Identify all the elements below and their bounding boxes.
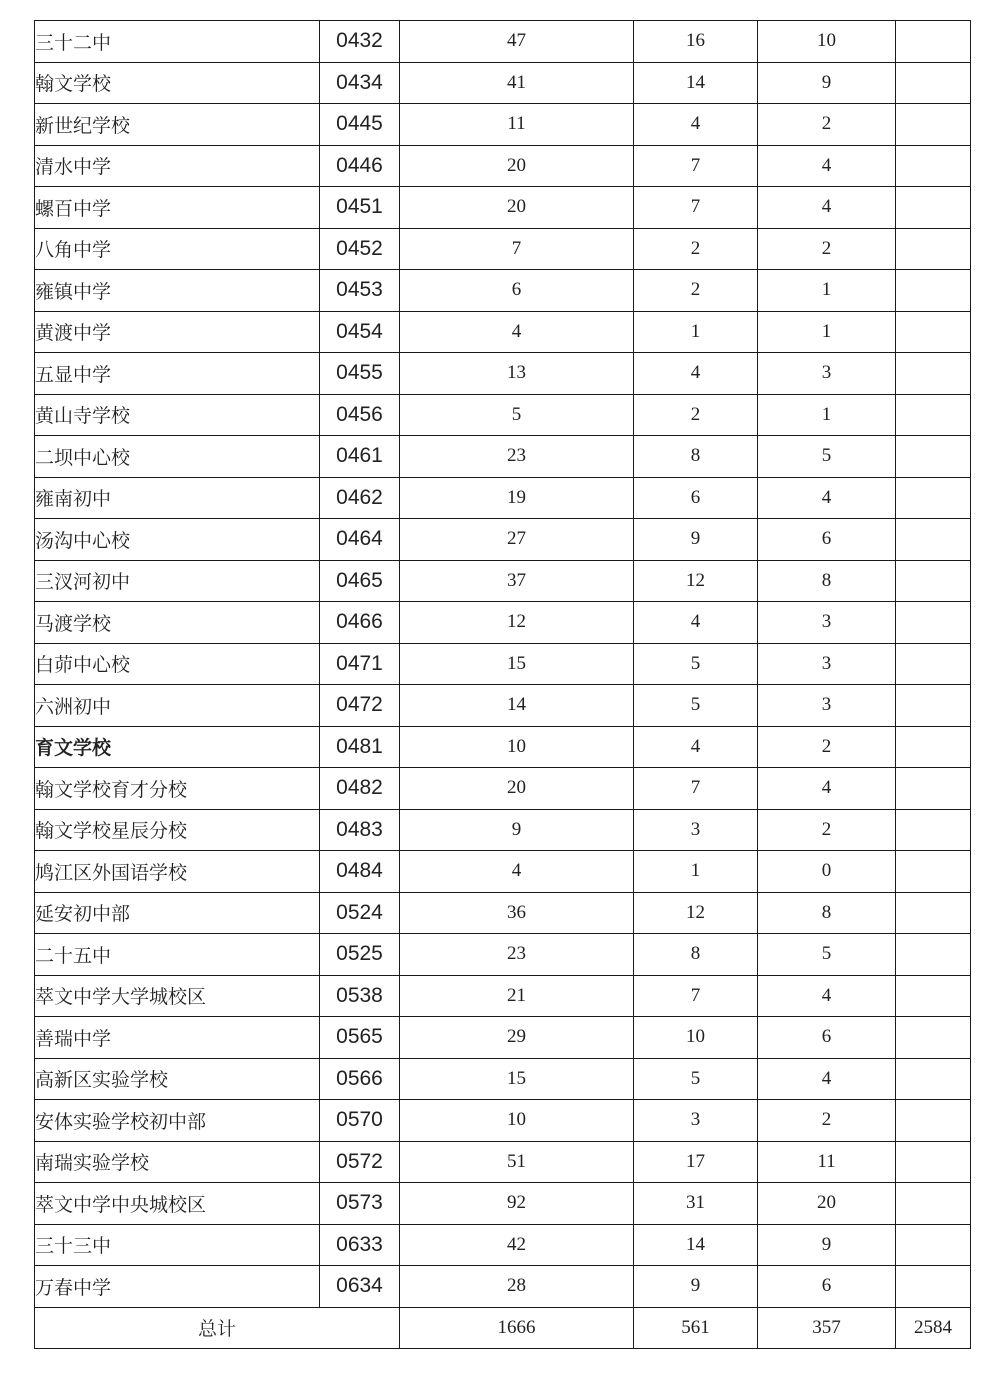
value-cell: 4 <box>758 477 896 519</box>
school-name-cell: 雍南初中 <box>35 477 320 519</box>
value-cell: 12 <box>634 892 758 934</box>
school-name-cell: 黄山寺学校 <box>35 394 320 436</box>
value-cell: 9 <box>758 62 896 104</box>
value-cell: 4 <box>634 602 758 644</box>
school-code-cell: 0566 <box>320 1058 400 1100</box>
value-cell: 7 <box>400 228 634 270</box>
school-name-cell: 萃文中学大学城校区 <box>35 975 320 1017</box>
value-cell <box>896 1141 971 1183</box>
value-cell: 21 <box>400 975 634 1017</box>
school-name-cell: 二坝中心校 <box>35 436 320 478</box>
school-name-cell: 翰文学校星辰分校 <box>35 809 320 851</box>
value-cell <box>896 1058 971 1100</box>
table-row <box>35 602 971 644</box>
value-cell: 28 <box>400 1266 634 1308</box>
school-code-cell: 0452 <box>320 228 400 270</box>
value-cell: 4 <box>758 145 896 187</box>
value-cell: 10 <box>758 21 896 63</box>
value-cell: 10 <box>400 1100 634 1142</box>
school-name-cell: 鸠江区外国语学校 <box>35 851 320 893</box>
value-cell: 15 <box>400 643 634 685</box>
value-cell <box>896 768 971 810</box>
value-cell <box>896 436 971 478</box>
value-cell: 20 <box>758 1183 896 1225</box>
table-row <box>35 228 971 270</box>
value-cell: 1 <box>634 311 758 353</box>
school-name-cell: 马渡学校 <box>35 602 320 644</box>
value-cell: 7 <box>634 768 758 810</box>
school-name-cell: 清水中学 <box>35 145 320 187</box>
school-name-cell: 育文学校 <box>35 726 320 768</box>
value-cell: 31 <box>634 1183 758 1225</box>
table-row <box>35 1266 971 1308</box>
school-code-cell: 0455 <box>320 353 400 395</box>
value-cell: 4 <box>634 104 758 146</box>
value-cell <box>896 477 971 519</box>
value-cell: 10 <box>634 1017 758 1059</box>
value-cell: 42 <box>400 1224 634 1266</box>
value-cell <box>896 519 971 561</box>
school-code-cell: 0466 <box>320 602 400 644</box>
school-name-cell: 白茆中心校 <box>35 643 320 685</box>
school-name-cell: 延安初中部 <box>35 892 320 934</box>
value-cell <box>896 1183 971 1225</box>
value-cell: 3 <box>758 685 896 727</box>
value-cell <box>896 1266 971 1308</box>
school-code-cell: 0451 <box>320 187 400 229</box>
value-cell <box>896 353 971 395</box>
school-name-cell: 三十三中 <box>35 1224 320 1266</box>
value-cell: 7 <box>634 145 758 187</box>
value-cell: 17 <box>634 1141 758 1183</box>
total-cell: 1666 <box>400 1307 634 1349</box>
table-row <box>35 1100 971 1142</box>
table-row <box>35 21 971 63</box>
value-cell: 15 <box>400 1058 634 1100</box>
school-code-cell: 0465 <box>320 560 400 602</box>
total-label: 总计 <box>35 1307 400 1349</box>
school-code-cell: 0572 <box>320 1141 400 1183</box>
value-cell: 1 <box>758 311 896 353</box>
value-cell: 3 <box>634 809 758 851</box>
value-cell: 29 <box>400 1017 634 1059</box>
value-cell: 20 <box>400 768 634 810</box>
school-name-cell: 安体实验学校初中部 <box>35 1100 320 1142</box>
school-code-cell: 0570 <box>320 1100 400 1142</box>
value-cell <box>896 851 971 893</box>
value-cell <box>896 685 971 727</box>
school-name-cell: 南瑞实验学校 <box>35 1141 320 1183</box>
value-cell: 14 <box>634 62 758 104</box>
school-name-cell: 二十五中 <box>35 934 320 976</box>
value-cell: 4 <box>634 353 758 395</box>
value-cell: 3 <box>758 602 896 644</box>
school-code-cell: 0445 <box>320 104 400 146</box>
school-name-cell: 三十二中 <box>35 21 320 63</box>
value-cell: 27 <box>400 519 634 561</box>
school-code-cell: 0454 <box>320 311 400 353</box>
school-name-cell: 翰文学校 <box>35 62 320 104</box>
school-name-cell: 善瑞中学 <box>35 1017 320 1059</box>
value-cell: 47 <box>400 21 634 63</box>
value-cell: 4 <box>400 851 634 893</box>
table-row <box>35 104 971 146</box>
value-cell <box>896 975 971 1017</box>
value-cell <box>896 643 971 685</box>
value-cell: 11 <box>400 104 634 146</box>
value-cell: 2 <box>758 726 896 768</box>
school-code-cell: 0481 <box>320 726 400 768</box>
value-cell: 11 <box>758 1141 896 1183</box>
school-code-cell: 0525 <box>320 934 400 976</box>
value-cell <box>896 892 971 934</box>
value-cell: 41 <box>400 62 634 104</box>
value-cell: 5 <box>634 685 758 727</box>
school-code-cell: 0471 <box>320 643 400 685</box>
value-cell: 7 <box>634 975 758 1017</box>
school-name-cell: 五显中学 <box>35 353 320 395</box>
value-cell: 5 <box>758 934 896 976</box>
value-cell: 6 <box>758 519 896 561</box>
value-cell <box>896 311 971 353</box>
school-name-cell: 新世纪学校 <box>35 104 320 146</box>
school-name-cell: 汤沟中心校 <box>35 519 320 561</box>
value-cell: 2 <box>758 228 896 270</box>
value-cell: 1 <box>634 851 758 893</box>
value-cell: 3 <box>758 643 896 685</box>
value-cell: 20 <box>400 145 634 187</box>
value-cell: 13 <box>400 353 634 395</box>
value-cell <box>896 270 971 312</box>
value-cell: 4 <box>758 975 896 1017</box>
value-cell: 4 <box>758 768 896 810</box>
table-row <box>35 311 971 353</box>
school-name-cell: 三汊河初中 <box>35 560 320 602</box>
school-name-cell: 翰文学校育才分校 <box>35 768 320 810</box>
value-cell <box>896 602 971 644</box>
total-row <box>35 1307 971 1349</box>
value-cell: 7 <box>634 187 758 229</box>
school-code-cell: 0482 <box>320 768 400 810</box>
value-cell: 2 <box>758 809 896 851</box>
school-code-cell: 0461 <box>320 436 400 478</box>
value-cell: 5 <box>634 1058 758 1100</box>
table-row <box>35 809 971 851</box>
value-cell <box>896 1224 971 1266</box>
table-row <box>35 353 971 395</box>
school-code-cell: 0434 <box>320 62 400 104</box>
value-cell: 14 <box>400 685 634 727</box>
school-code-cell: 0565 <box>320 1017 400 1059</box>
value-cell: 5 <box>758 436 896 478</box>
table-row <box>35 62 971 104</box>
value-cell: 16 <box>634 21 758 63</box>
school-name-cell: 高新区实验学校 <box>35 1058 320 1100</box>
value-cell: 2 <box>634 270 758 312</box>
school-code-cell: 0633 <box>320 1224 400 1266</box>
table-row <box>35 560 971 602</box>
value-cell: 1 <box>758 394 896 436</box>
table-row <box>35 436 971 478</box>
table-row <box>35 1183 971 1225</box>
value-cell <box>896 145 971 187</box>
value-cell: 23 <box>400 436 634 478</box>
value-cell: 3 <box>634 1100 758 1142</box>
school-code-cell: 0462 <box>320 477 400 519</box>
table-row <box>35 1141 971 1183</box>
value-cell <box>896 1017 971 1059</box>
value-cell <box>896 1100 971 1142</box>
value-cell <box>896 187 971 229</box>
value-cell: 9 <box>634 1266 758 1308</box>
school-code-cell: 0484 <box>320 851 400 893</box>
value-cell: 8 <box>758 892 896 934</box>
table-row <box>35 851 971 893</box>
school-name-cell: 螺百中学 <box>35 187 320 229</box>
value-cell: 2 <box>758 1100 896 1142</box>
value-cell: 92 <box>400 1183 634 1225</box>
value-cell: 12 <box>634 560 758 602</box>
school-code-cell: 0524 <box>320 892 400 934</box>
value-cell: 6 <box>758 1266 896 1308</box>
value-cell: 37 <box>400 560 634 602</box>
table-row <box>35 1224 971 1266</box>
value-cell: 6 <box>758 1017 896 1059</box>
school-code-cell: 0456 <box>320 394 400 436</box>
table-row <box>35 394 971 436</box>
value-cell: 3 <box>758 353 896 395</box>
school-code-cell: 0483 <box>320 809 400 851</box>
school-name-cell: 八角中学 <box>35 228 320 270</box>
school-name-cell: 六洲初中 <box>35 685 320 727</box>
value-cell: 51 <box>400 1141 634 1183</box>
value-cell: 2 <box>634 394 758 436</box>
value-cell <box>896 21 971 63</box>
total-cell: 561 <box>634 1307 758 1349</box>
value-cell: 4 <box>758 1058 896 1100</box>
table-row <box>35 934 971 976</box>
value-cell: 20 <box>400 187 634 229</box>
value-cell: 8 <box>634 934 758 976</box>
value-cell: 9 <box>634 519 758 561</box>
table-row <box>35 726 971 768</box>
table-row <box>35 1058 971 1100</box>
value-cell: 10 <box>400 726 634 768</box>
table-row <box>35 187 971 229</box>
school-name-cell: 萃文中学中央城校区 <box>35 1183 320 1225</box>
value-cell: 9 <box>400 809 634 851</box>
school-code-cell: 0472 <box>320 685 400 727</box>
value-cell: 2 <box>758 104 896 146</box>
value-cell: 23 <box>400 934 634 976</box>
table-row <box>35 1017 971 1059</box>
value-cell: 4 <box>634 726 758 768</box>
table-row <box>35 477 971 519</box>
value-cell <box>896 104 971 146</box>
school-code-cell: 0453 <box>320 270 400 312</box>
grand-total-cell: 2584 <box>896 1307 971 1349</box>
table-row <box>35 643 971 685</box>
school-code-cell: 0446 <box>320 145 400 187</box>
table-row <box>35 270 971 312</box>
table-row <box>35 975 971 1017</box>
total-cell: 357 <box>758 1307 896 1349</box>
school-name-cell: 雍镇中学 <box>35 270 320 312</box>
value-cell: 2 <box>634 228 758 270</box>
value-cell: 36 <box>400 892 634 934</box>
table-body <box>35 21 971 1308</box>
value-cell: 1 <box>758 270 896 312</box>
table-row <box>35 519 971 561</box>
value-cell: 4 <box>400 311 634 353</box>
school-code-cell: 0432 <box>320 21 400 63</box>
value-cell: 19 <box>400 477 634 519</box>
value-cell: 8 <box>634 436 758 478</box>
school-name-cell: 黄渡中学 <box>35 311 320 353</box>
value-cell: 5 <box>400 394 634 436</box>
value-cell: 12 <box>400 602 634 644</box>
value-cell: 14 <box>634 1224 758 1266</box>
value-cell: 0 <box>758 851 896 893</box>
table-row <box>35 768 971 810</box>
school-name-cell: 万春中学 <box>35 1266 320 1308</box>
value-cell: 4 <box>758 187 896 229</box>
value-cell <box>896 62 971 104</box>
value-cell: 5 <box>634 643 758 685</box>
school-code-cell: 0634 <box>320 1266 400 1308</box>
table-row <box>35 685 971 727</box>
table-row <box>35 145 971 187</box>
value-cell <box>896 726 971 768</box>
table-row <box>35 892 971 934</box>
allocation-table <box>34 20 971 1349</box>
value-cell <box>896 560 971 602</box>
value-cell: 6 <box>400 270 634 312</box>
school-code-cell: 0538 <box>320 975 400 1017</box>
value-cell: 8 <box>758 560 896 602</box>
value-cell: 9 <box>758 1224 896 1266</box>
value-cell <box>896 228 971 270</box>
value-cell <box>896 394 971 436</box>
value-cell <box>896 934 971 976</box>
school-code-cell: 0464 <box>320 519 400 561</box>
school-code-cell: 0573 <box>320 1183 400 1225</box>
value-cell: 6 <box>634 477 758 519</box>
value-cell <box>896 809 971 851</box>
